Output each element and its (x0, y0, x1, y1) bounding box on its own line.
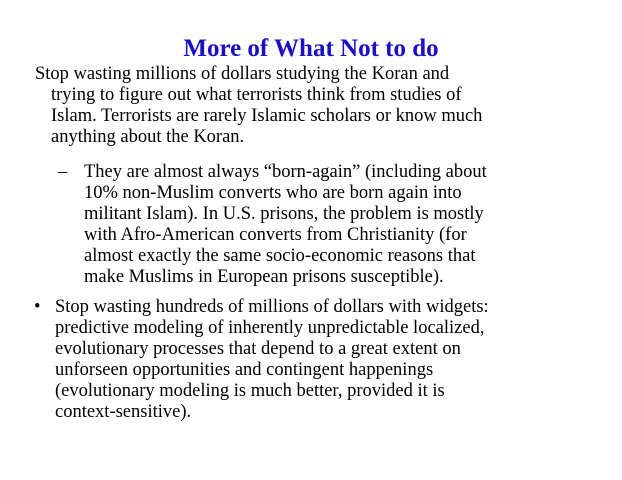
dash-marker: – (58, 162, 68, 182)
paragraph-1-line-3: Islam. Terrorists are rarely Islamic scholars or know much (51, 106, 483, 126)
bullet-marker: • (34, 297, 41, 317)
bullet-item-line-5: (evolutionary modeling is much better, provided it is (55, 381, 445, 401)
paragraph-1-line-2: trying to figure out what terrorists think from studies of (51, 85, 462, 105)
bullet-item-line-2: predictive modeling of inherently unpredictable localized, (55, 318, 485, 338)
bullet-item-line-4: unforseen opportunities and contingent happenings (55, 360, 434, 380)
bullet-item-line-6: context-sensitive). (55, 402, 192, 422)
sub-item-line-4: with Afro-American converts from Christianity (for (84, 225, 467, 245)
slide-title: More of What Not to do (183, 35, 439, 62)
paragraph-1-line-1: Stop wasting millions of dollars studying the Koran and (35, 64, 450, 84)
sub-item-line-6: make Muslims in European prisons susceptible). (84, 267, 444, 287)
paragraph-1-line-4: anything about the Koran. (51, 127, 245, 147)
sub-item-line-1: They are almost always “born-again” (including about (84, 162, 487, 182)
sub-item-line-3: militant Islam). In U.S. prisons, the problem is mostly (84, 204, 484, 224)
paragraph-1 (36, 64, 596, 148)
sub-item-line-5: almost exactly the same socio-economic reasons that (84, 246, 476, 266)
sub-item-line-2: 10% non-Muslim converts who are born again into (84, 183, 462, 203)
bullet-item-line-1: Stop wasting hundreds of millions of dollars with widgets: (55, 297, 489, 317)
sub-item-text (84, 162, 594, 288)
bullet-item-text (55, 297, 595, 423)
bullet-item-line-3: evolutionary processes that depend to a great extent on (55, 339, 461, 359)
